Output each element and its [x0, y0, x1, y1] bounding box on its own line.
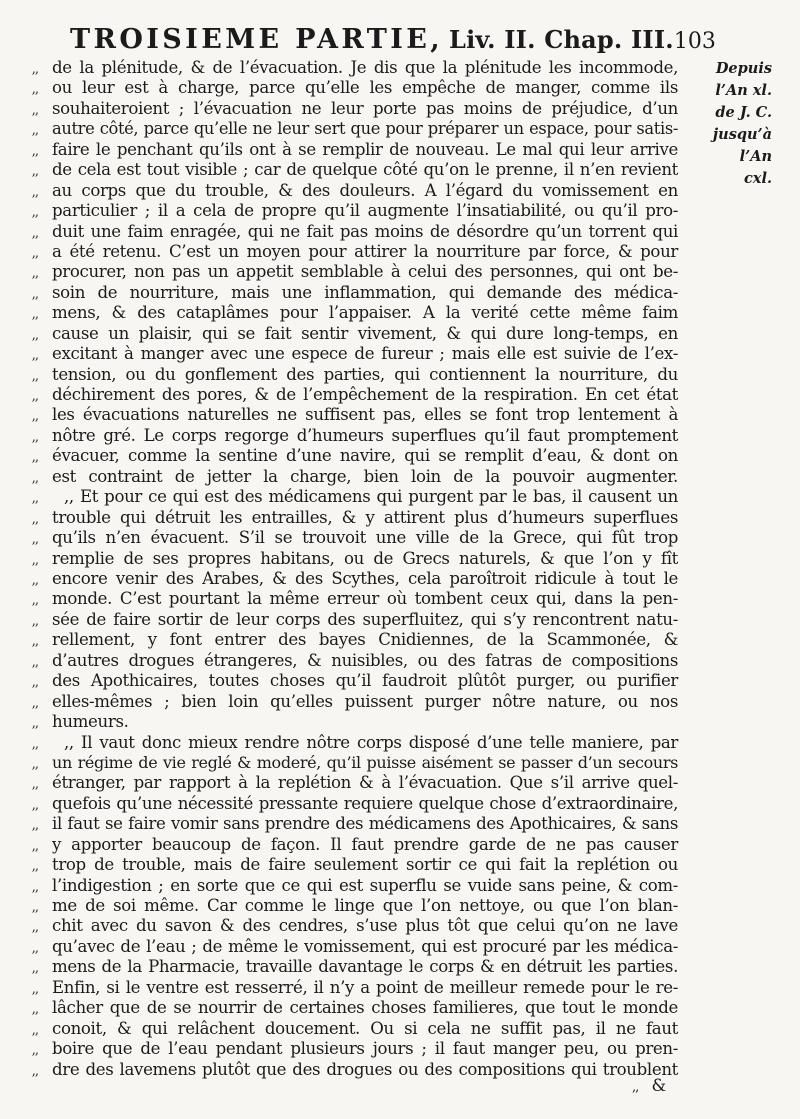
margin-note-line: l’An	[739, 148, 772, 165]
text-line	[0, 78, 800, 100]
line-text: nôtre gré. Le corps regorge d’humeurs superflues qu’il faut promptement	[52, 425, 678, 445]
text-line	[0, 753, 800, 775]
quote-mark: ,,	[31, 225, 38, 241]
quote-mark: ,,	[31, 716, 38, 732]
line-text: particulier ; il a cela de propre qu’il augmente l’insatiabilité, ou qu’il pro-	[52, 201, 678, 221]
quote-mark: ,,	[31, 429, 38, 445]
text-line	[0, 1039, 800, 1061]
quote-mark: ,,	[31, 470, 38, 486]
line-text: procurer, non pas un appetit semblable à celui des personnes, qui ont be-	[52, 262, 678, 282]
quote-mark: ,,	[31, 327, 38, 343]
text-line	[0, 446, 800, 468]
line-text: souhaiteroient ; l’évacuation ne leur porte pas moins de préjudice, d’un	[52, 98, 678, 118]
quote-mark: ,,	[31, 756, 38, 772]
text-line	[0, 998, 800, 1020]
line-text: cause un plaisir, qui se fait sentir vivement, & qui dure long-temps, en	[52, 323, 678, 343]
line-text: humeurs.	[52, 712, 129, 732]
quote-mark: ,,	[31, 940, 38, 956]
catchword-text: &	[651, 1076, 667, 1095]
line-text: tension, ou du gonflement des parties, qui contiennent la nourriture, du	[52, 364, 678, 384]
line-text: d’autres drogues étrangeres, & nuisibles, ou des fatras de compositions	[52, 650, 678, 670]
text-line	[0, 630, 800, 652]
line-text: excitant à manger avec une espece de fureur ; mais elle est suivie de l’ex-	[52, 344, 678, 364]
line-text: mens de la Pharmacie, travaille davantage le corps & en détruit les parties.	[52, 957, 678, 977]
text-line	[0, 467, 800, 489]
text-line	[0, 610, 800, 632]
line-text: étranger, par rapport à la replétion & à l’évacuation. Que s’il arrive quel-	[52, 773, 678, 793]
quote-mark: ,,	[31, 736, 38, 752]
quote-mark: ,,	[31, 286, 38, 302]
quote-mark: ,,	[31, 879, 38, 895]
text-line	[0, 957, 800, 979]
line-text: ou leur est à charge, parce qu’elle les empêche de manger, comme ils	[52, 78, 678, 98]
quote-mark: ,,	[31, 573, 38, 588]
text-line	[0, 671, 800, 693]
quote-mark: ,,	[31, 695, 38, 711]
text-line	[0, 119, 800, 141]
quote-mark: ,,	[31, 491, 38, 507]
line-text: les évacuations naturelles ne suffisent pas, elles se font trop lentement à	[52, 405, 678, 425]
quote-mark: ,,	[31, 634, 38, 650]
text-line	[0, 712, 800, 734]
quote-mark: ,,	[31, 368, 38, 384]
quote-mark: ,,	[31, 1063, 38, 1079]
line-text: déchirement des pores, & de l’empêchement de la respiration. En cet état	[52, 385, 678, 405]
quote-mark: ,,	[31, 675, 38, 691]
quote-mark: ,,	[31, 532, 38, 548]
book-chapter-label: Liv. II. Chap. III.	[449, 25, 674, 54]
text-line	[0, 794, 800, 816]
line-text: il faut se faire vomir sans prendre des médicamens des Apothicaires, & sans	[52, 814, 678, 834]
margin-note-line: l’An xl.	[715, 82, 772, 99]
line-text: y apporter beaucoup de façon. Il faut prendre garde de ne pas causer	[52, 834, 678, 854]
quote-mark: ,,	[31, 184, 38, 200]
quote-mark: ,,	[31, 409, 38, 425]
text-line	[0, 181, 800, 203]
text-line	[0, 405, 800, 427]
quote-mark: ,,	[31, 205, 38, 221]
line-text: faire le penchant qu’ils ont à se remplir de nouveau. Le mal qui leur arrive	[52, 139, 678, 159]
quote-mark: ,,	[31, 818, 38, 834]
text-line	[0, 262, 800, 284]
quote-mark: ,,	[31, 143, 38, 159]
margin-note-line: de J. C.	[715, 104, 772, 121]
line-text: duit une faim enragée, qui ne fait pas moins de désordre qu’un torrent qui	[52, 221, 678, 241]
quote-mark: ,,	[31, 981, 38, 997]
text-line	[0, 508, 800, 530]
quote-mark: ,,	[31, 102, 38, 118]
text-line	[0, 773, 800, 795]
line-text: trouble qui détruit les entrailles, & y attirent plus d’humeurs superflues	[52, 507, 678, 527]
text-line	[0, 651, 800, 673]
text-line	[0, 835, 800, 857]
line-text: soin de nourriture, mais une inflammation, qui demande des médica-	[52, 282, 678, 302]
quote-mark: ,,	[31, 552, 38, 568]
text-line	[0, 1019, 800, 1041]
text-line	[0, 140, 800, 162]
line-text: des Apothicaires, toutes choses qu’il faudroit plûtôt purger, ou purifier	[52, 671, 678, 691]
text-line	[0, 1060, 800, 1082]
text-line	[0, 692, 800, 714]
line-text: rellement, y font entrer des bayes Cnidiennes, de la Scammonée, &	[52, 630, 678, 650]
quote-mark: ,,	[31, 1043, 38, 1059]
quote-mark: ,,	[31, 900, 38, 916]
text-line	[0, 324, 800, 346]
quote-mark: ,,	[31, 82, 38, 98]
quote-mark: ,,	[31, 245, 38, 261]
text-line	[0, 876, 800, 898]
line-text: dre des lavemens plutôt que des drogues ou des compositions qui troublent	[52, 1059, 678, 1079]
quote-mark: ,,	[31, 593, 38, 609]
text-line	[0, 303, 800, 325]
margin-note-line: cxl.	[743, 170, 772, 187]
text-line	[0, 426, 800, 448]
line-text: ,, Et pour ce qui est des médicamens qui purgent par le bas, il causent un	[64, 487, 678, 507]
text-line	[0, 201, 800, 223]
text-line	[0, 916, 800, 938]
catchword	[632, 1076, 666, 1095]
quote-mark: ,,	[31, 961, 38, 977]
line-text: conoit, & qui relâchent doucement. Ou si cela ne suffit pas, il ne faut	[52, 1018, 678, 1038]
text-line	[0, 365, 800, 387]
line-text: elles-mêmes ; bien loin qu’elles puissent purger nôtre nature, ou nos	[52, 691, 678, 711]
line-text: ,, Il vaut donc mieux rendre nôtre corps disposé d’une telle maniere, par	[64, 732, 678, 752]
quote-mark: ,,	[632, 1080, 639, 1095]
text-line	[0, 99, 800, 121]
line-text: chit avec du savon & des cendres, s’use plus tôt que celui qu’on ne lave	[52, 916, 678, 936]
text-line	[0, 385, 800, 407]
line-text: me de soi même. Car comme le linge que l’on nettoye, ou que l’on blan-	[52, 896, 678, 916]
line-text: l’indigestion ; en sorte que ce qui est superflu se vuide sans peine, & com-	[52, 875, 678, 895]
line-text: boire que de l’eau pendant plusieurs jours ; il faut manger peu, ou pren-	[52, 1039, 678, 1059]
text-line	[0, 344, 800, 366]
line-text: quefois qu’une nécessité pressante requiere quelque chose d’extraordinaire,	[52, 793, 678, 813]
quote-mark: ,,	[31, 266, 38, 282]
quote-mark: ,,	[31, 123, 38, 139]
line-text: mens, & des cataplâmes pour l’appaiser. A la verité cette même faim	[52, 303, 678, 323]
text-line	[0, 896, 800, 918]
quote-mark: ,,	[31, 777, 38, 793]
line-text: remplie de ses propres habitans, ou de Grecs naturels, & que l’on y fît	[52, 548, 678, 568]
text-line	[0, 160, 800, 182]
quote-mark: ,,	[31, 654, 38, 670]
line-text: encore venir des Arabes, & des Scythes, cela paroîtroit ridicule à tout le	[52, 569, 678, 588]
quote-mark: ,,	[31, 450, 38, 466]
quote-mark: ,,	[31, 164, 38, 180]
text-line	[0, 814, 800, 836]
line-text: un régime de vie reglé & moderé, qu’il puisse aisément se passer d’un secours	[52, 752, 678, 772]
line-text: Enfin, si le ventre est resserré, il n’y a point de meilleur remede pour le re-	[52, 977, 678, 997]
quote-mark: ,,	[31, 920, 38, 936]
text-line	[0, 937, 800, 959]
line-text: monde. C’est pourtant la même erreur où tombent ceux qui, dans la pen-	[52, 589, 678, 609]
margin-note-line: jusqu’à	[712, 126, 772, 143]
quote-mark: ,,	[31, 348, 38, 364]
line-text: lâcher que de se nourrir de certaines choses familieres, que tout le monde	[52, 998, 678, 1018]
line-text: trop de trouble, mais de faire seulement sortir ce qui fait la replétion ou	[52, 855, 678, 875]
text-line	[0, 58, 800, 80]
line-text: de la plénitude, & de l’évacuation. Je dis que la plénitude les incommode,	[52, 58, 678, 77]
line-text: au corps que du trouble, & des douleurs. A l’égard du vomissement en	[52, 180, 678, 200]
text-line	[0, 222, 800, 244]
text-line	[0, 487, 800, 509]
text-line	[0, 569, 800, 591]
quote-mark: ,,	[31, 838, 38, 854]
quote-mark: ,,	[31, 1022, 38, 1038]
text-line	[0, 283, 800, 305]
text-line	[0, 589, 800, 611]
margin-note-line: Depuis	[715, 60, 772, 77]
line-text: sée de faire sortir de leur corps des superfluitez, qui s’y rencontrent natu-	[52, 609, 678, 629]
line-text: est contraint de jetter la charge, bien loin de la pouvoir augmenter.	[52, 466, 678, 486]
text-line	[0, 549, 800, 571]
line-text: qu’avec de l’eau ; de même le vomissement, qui est procuré par les médica-	[52, 936, 678, 956]
line-text: qu’ils n’en évacuent. S’il se trouvoit une ville de la Grece, qui fût trop	[52, 528, 678, 548]
quote-mark: ,,	[31, 859, 38, 875]
page-number: 103	[673, 29, 716, 54]
line-text: de cela est tout visible ; car de quelque côté qu’on le prenne, il n’en revient	[52, 160, 678, 180]
text-line	[0, 733, 800, 755]
quote-mark: ,,	[31, 613, 38, 629]
text-line	[0, 855, 800, 877]
text-line	[0, 978, 800, 1000]
quote-mark: ,,	[31, 307, 38, 323]
text-line	[0, 528, 800, 550]
quote-mark: ,,	[31, 1002, 38, 1018]
quote-mark: ,,	[31, 797, 38, 813]
part-title: TROISIEME PARTIE,	[70, 24, 444, 55]
quote-mark: ,,	[31, 511, 38, 527]
line-text: autre côté, parce qu’elle ne leur sert que pour préparer un espace, pour satis-	[52, 119, 678, 139]
quote-mark: ,,	[31, 389, 38, 405]
line-text: évacuer, comme la sentine d’une navire, qui se remplit d’eau, & dont on	[52, 446, 678, 466]
quote-mark: ,,	[31, 62, 38, 77]
text-line	[0, 242, 800, 264]
line-text: a été retenu. C’est un moyen pour attirer la nourriture par force, & pour	[52, 241, 678, 261]
